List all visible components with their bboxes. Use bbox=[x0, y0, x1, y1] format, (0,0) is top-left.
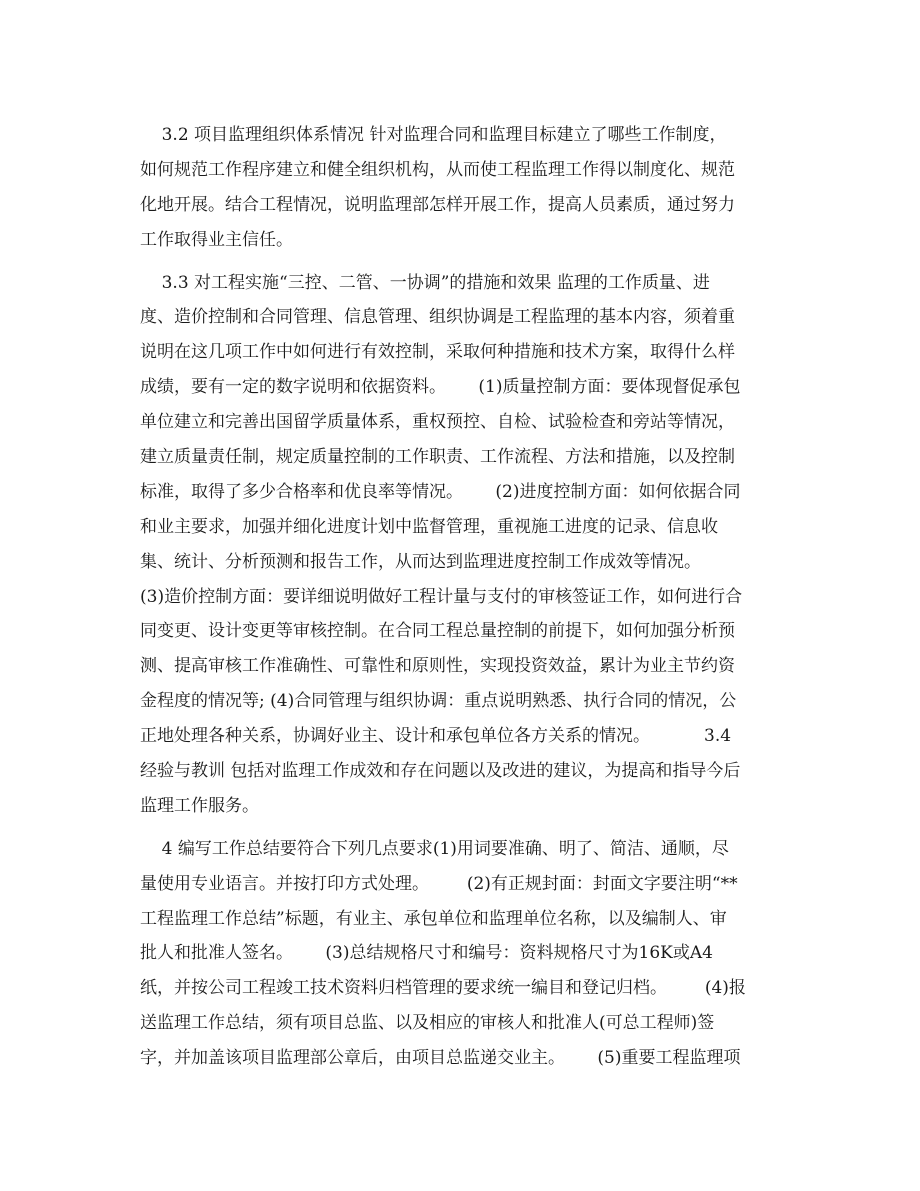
paragraph-3-2 bbox=[140, 118, 780, 258]
text-line: 单位建立和完善出国留学质量体系，重权预控、自检、试验检查和旁站等情况， bbox=[140, 412, 735, 433]
text-line: 3.3 对工程实施“三控、二管、一协调”的措施和效果 监理的工作质量、进 bbox=[140, 272, 710, 293]
text-line: 批人和批准人签名。 (3)总结规格尺寸和编号：资料规格尺寸为16K或A4 bbox=[140, 943, 713, 964]
text-line: 说明在这几项工作中如何进行有效控制，采取何种措施和技术方案，取得什么样 bbox=[140, 342, 735, 363]
text-line: 度、造价控制和合同管理、信息管理、组织协调是工程监理的基本内容，须着重 bbox=[140, 307, 735, 328]
text-line: 如何规范工作程序建立和健全组织机构，从而使工程监理工作得以制度化、规范 bbox=[140, 159, 735, 180]
paragraph-4 bbox=[140, 832, 780, 1076]
text-line: 送监理工作总结，须有项目总监、以及相应的审核人和批准人(可总工程师)签 bbox=[140, 1013, 715, 1034]
document-body bbox=[140, 118, 780, 1076]
text-line: 金程度的情况等; (4)合同管理与组织协调：重点说明熟悉、执行合同的情况，公 bbox=[140, 691, 737, 712]
text-line: 字，并加盖该项目监理部公章后，由项目总监递交业主。 (5)重要工程监理项 bbox=[140, 1048, 741, 1069]
text-line: 成绩，要有一定的数字说明和依据资料。 (1)质量控制方面：要体现督促承包 bbox=[140, 377, 741, 398]
text-line: 正地处理各种关系，协调好业主、设计和承包单位各方关系的情况。 3.4 bbox=[140, 726, 732, 747]
text-line: 工作取得业主信任。 bbox=[140, 229, 293, 250]
text-line: 和业主要求，加强并细化进度计划中监督管理，重视施工进度的记录、信息收 bbox=[140, 516, 718, 537]
text-line: 工程监理工作总结”标题，有业主、承包单位和监理单位名称，以及编制人、审 bbox=[140, 908, 727, 929]
text-line: 建立质量责任制，规定质量控制的工作职责、工作流程、方法和措施，以及控制 bbox=[140, 447, 735, 468]
text-line: 化地开展。结合工程情况，说明监理部怎样开展工作，提高人员素质，通过努力 bbox=[140, 194, 735, 215]
text-line: 标准，取得了多少合格率和优良率等情况。 (2)进度控制方面：如何依据合同 bbox=[140, 481, 741, 502]
text-line: 4 编写工作总结要符合下列几点要求(1)用词要准确、明了、简洁、通顺，尽 bbox=[140, 838, 729, 859]
text-line: 同变更、设计变更等审核控制。在合同工程总量控制的前提下，如何加强分析预 bbox=[140, 621, 735, 642]
text-line: 3.2 项目监理组织体系情况 针对监理合同和监理目标建立了哪些工作制度， bbox=[140, 125, 727, 145]
text-line: (3)造价控制方面：要详细说明做好工程计量与支付的审核签证工作，如何进行合 bbox=[140, 586, 743, 607]
text-line: 集、统计、分析预测和报告工作，从而达到监理进度控制工作成效等情况。 bbox=[140, 551, 701, 572]
text-line: 经验与教训 包括对监理工作成效和存在问题以及改进的建议，为提高和指导今后 bbox=[140, 761, 741, 782]
paragraph-spacing bbox=[140, 258, 780, 266]
text-line: 监理工作服务。 bbox=[140, 795, 259, 816]
paragraph-spacing bbox=[140, 824, 780, 832]
paragraph-3-3 bbox=[140, 266, 780, 824]
text-line: 测、提高审核工作准确性、可靠性和原则性，实现投资效益，累计为业主节约资 bbox=[140, 656, 735, 677]
text-line: 纸，并按公司工程竣工技术资料归档管理的要求统一编目和登记归档。 (4)报 bbox=[140, 978, 746, 999]
text-line: 量使用专业语言。并按打印方式处理。 (2)有正规封面：封面文字要注明“** bbox=[140, 873, 738, 894]
